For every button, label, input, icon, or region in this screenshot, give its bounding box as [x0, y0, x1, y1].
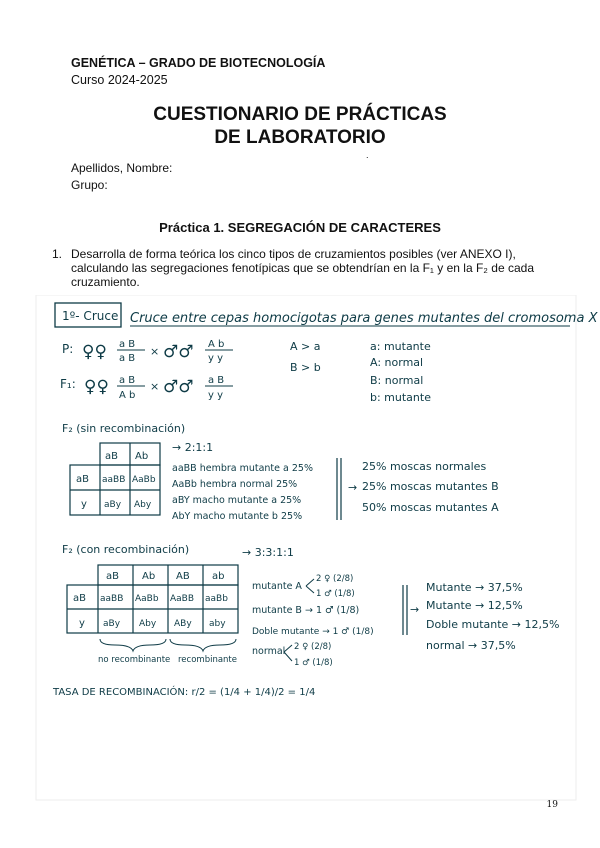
svg-text:Doble mutante → 1 ♂ (1/8): Doble mutante → 1 ♂ (1/8) — [252, 627, 374, 637]
svg-text:AaBb: AaBb — [135, 594, 159, 604]
female-symbol-icon: ♀♀ — [82, 342, 107, 362]
svg-text:mutante B → 1 ♂ (1/8): mutante B → 1 ♂ (1/8) — [252, 605, 360, 616]
svg-text:aBY macho mutante a 25%: aBY macho mutante a 25% — [172, 495, 302, 506]
svg-text:25% moscas mutantes B: 25% moscas mutantes B — [362, 480, 499, 493]
svg-text:Aby: Aby — [134, 500, 152, 510]
page-title-line1: CUESTIONARIO DE PRÁCTICAS — [153, 104, 447, 125]
handwritten-notes — [0, 295, 600, 805]
male-symbol-icon: ♂♂ — [163, 342, 194, 362]
svg-text:AaBb hembra normal 25%: AaBb hembra normal 25% — [172, 479, 298, 490]
svg-text:y: y — [79, 618, 85, 629]
svg-text:a B: a B — [119, 375, 136, 386]
svg-text:aB: aB — [73, 593, 86, 604]
page-number: 19 — [546, 800, 558, 810]
svg-text:Ab: Ab — [142, 571, 156, 582]
dominance-b: B > b — [290, 361, 321, 374]
p-label: P: — [62, 342, 74, 356]
svg-text:50% moscas mutantes A: 50% moscas mutantes A — [362, 501, 499, 514]
svg-text:aBy: aBy — [104, 500, 122, 510]
recombination-rate: TASA DE RECOMBINACIÓN: r/2 = (1/4 + 1/4)/2 = 1/4 — [53, 687, 316, 698]
svg-text:2 ♀ (2/8): 2 ♀ (2/8) — [316, 574, 354, 584]
f2-no-rec-heading: F₂ (sin recombinación) — [62, 422, 186, 435]
brace-recombinante: recombinante — [178, 655, 237, 665]
course-year: Curso 2024-2025 — [71, 73, 168, 87]
svg-text:normal: normal — [252, 646, 286, 657]
svg-text:AbY macho mutante b 25%: AbY macho mutante b 25% — [172, 511, 303, 522]
female-symbol-icon: ♀♀ — [84, 377, 109, 397]
svg-text:ABy: ABy — [174, 619, 192, 629]
svg-text:y: y — [81, 499, 87, 510]
f1-label: F₁: — [60, 377, 76, 391]
svg-text:normal → 37,5%: normal → 37,5% — [426, 639, 516, 652]
svg-text:Mutante → 12,5%: Mutante → 12,5% — [426, 599, 523, 612]
f2-rec-heading: F₂ (con recombinación) — [62, 543, 190, 556]
question-text: Desarrolla de forma teórica los cinco tipos de cruzamientos posibles (ver ANEXO I), calculando las segregaciones fenotípicas que se obtendrían en la F₁ y en la F₂ de cada cruzamiento. — [71, 247, 535, 289]
practica-heading: Práctica 1. SEGREGACIÓN DE CARACTERES — [159, 220, 441, 235]
legend-A: A: normal — [370, 356, 424, 369]
ratio-2: → 3:3:1:1 — [242, 546, 294, 559]
svg-text:AaBB: AaBB — [170, 594, 195, 604]
legend-B: B: normal — [370, 374, 424, 387]
svg-text:1 ♂ (1/8): 1 ♂ (1/8) — [316, 589, 355, 599]
question-number: 1. — [52, 247, 63, 261]
cross-title: Cruce entre cepas homocigotas para genes mutantes del cromosoma X — [130, 311, 598, 326]
svg-text:aaBb: aaBb — [205, 594, 228, 604]
course-header: GENÉTICA – GRADO DE BIOTECNOLOGÍA — [71, 56, 326, 70]
svg-text:A b: A b — [119, 390, 136, 401]
svg-text:Mutante → 37,5%: Mutante → 37,5% — [426, 581, 523, 594]
group-label: Grupo: — [71, 178, 108, 192]
svg-text:→: → — [348, 481, 358, 494]
svg-text:aaBB hembra mutante a 25%: aaBB hembra mutante a 25% — [172, 463, 313, 474]
svg-text:A b: A b — [208, 339, 225, 350]
svg-text:1 ♂ (1/8): 1 ♂ (1/8) — [294, 658, 333, 668]
brace-no-recombinante: no recombinante — [98, 655, 171, 665]
svg-text:aBy: aBy — [103, 619, 121, 629]
svg-text:AB: AB — [176, 571, 190, 582]
names-label: Apellidos, Nombre: — [71, 161, 173, 175]
cross-label: 1º- Cruce — [62, 309, 119, 323]
svg-text:aB: aB — [105, 451, 118, 462]
page-title-line2: DE LABORATORIO — [214, 127, 386, 148]
svg-text:aaBB: aaBB — [102, 475, 126, 485]
stray-dot: . — [366, 150, 369, 160]
svg-text:y y: y y — [208, 390, 224, 401]
p-female-top: a B — [119, 339, 136, 350]
ratio-1: → 2:1:1 — [172, 441, 214, 454]
svg-text:Ab: Ab — [135, 451, 149, 462]
svg-text:aaBB: aaBB — [100, 594, 124, 604]
svg-text:aB: aB — [106, 571, 119, 582]
svg-text:ab: ab — [212, 571, 225, 582]
male-symbol-icon: ♂♂ — [163, 377, 194, 397]
svg-text:aB: aB — [76, 474, 89, 485]
svg-text:25% moscas normales: 25% moscas normales — [362, 460, 487, 473]
svg-text:2 ♀ (2/8): 2 ♀ (2/8) — [294, 642, 332, 652]
svg-text:Aby: Aby — [139, 619, 157, 629]
svg-text:mutante A: mutante A — [252, 581, 302, 592]
svg-text:a B: a B — [208, 375, 225, 386]
svg-text:aby: aby — [209, 619, 226, 629]
svg-text:×: × — [150, 380, 160, 393]
svg-text:→: → — [410, 603, 420, 616]
legend-a: a: mutante — [370, 340, 431, 353]
svg-text:AaBb: AaBb — [132, 475, 156, 485]
svg-text:y y: y y — [208, 353, 224, 364]
legend-b: b: mutante — [370, 391, 431, 404]
svg-text:×: × — [150, 345, 160, 358]
p-female-bottom: a B — [119, 353, 136, 364]
dominance-a: A > a — [290, 340, 321, 353]
svg-text:Doble mutante → 12,5%: Doble mutante → 12,5% — [426, 618, 560, 631]
